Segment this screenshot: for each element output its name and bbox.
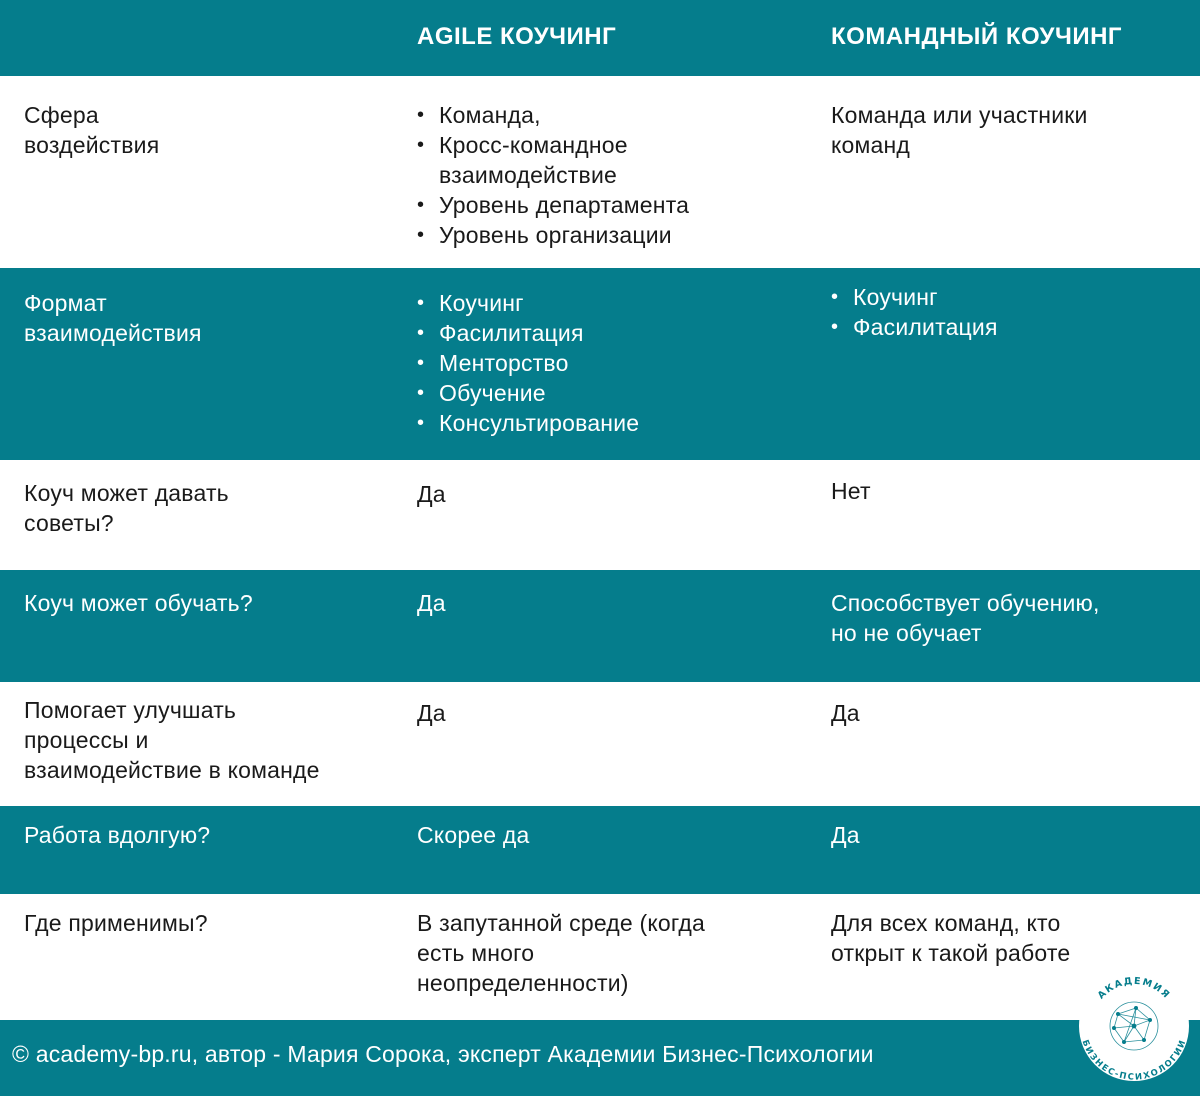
agile-value: Да bbox=[417, 481, 446, 507]
column-header-team: КОМАНДНЫЙ КОУЧИНГ bbox=[831, 23, 1123, 50]
team-value: Нет bbox=[831, 478, 871, 504]
agile-list bbox=[417, 288, 807, 438]
table-header bbox=[0, 0, 1200, 76]
table-row bbox=[0, 894, 1200, 1020]
agile-list bbox=[417, 100, 807, 250]
row-label: Помогает улучшать процессы и взаимодействие в команде bbox=[24, 697, 320, 783]
logo-bottom-text: БИЗНЕС-ПСИХОЛОГИИ bbox=[1079, 1038, 1189, 1082]
footer-credit: © academy-bp.ru, автор - Мария Сорока, эксперт Академии Бизнес-Психологии bbox=[12, 1041, 874, 1067]
list-item: • Обучение bbox=[417, 380, 546, 406]
row-label: Коуч может давать советы? bbox=[24, 480, 229, 536]
table-row bbox=[0, 460, 1200, 570]
list-item: • Фасилитация bbox=[417, 320, 584, 346]
list-item: • Кросс-командное взаимодействие bbox=[417, 132, 628, 188]
team-value: Способствует обучению, но не обучает bbox=[831, 590, 1100, 646]
list-item: • Менторство bbox=[417, 350, 569, 376]
logo-top-text: АКАДЕМИЯ bbox=[1095, 975, 1173, 1002]
agile-value: В запутанной среде (когда есть много неопределенности) bbox=[417, 910, 706, 996]
agile-value: Да bbox=[417, 700, 446, 726]
list-item: • Уровень департамента bbox=[417, 192, 690, 218]
agile-value: Скорее да bbox=[417, 822, 530, 848]
agile-value: Да bbox=[417, 590, 446, 616]
row-label: Работа вдолгую? bbox=[24, 822, 211, 848]
academy-logo bbox=[1078, 970, 1190, 1082]
column-header-agile: AGILE КОУЧИНГ bbox=[417, 23, 617, 50]
team-value: Для всех команд, кто открыт к такой работе bbox=[831, 910, 1071, 966]
row-label: Коуч может обучать? bbox=[24, 590, 253, 616]
team-value: Команда или участники команд bbox=[831, 102, 1088, 158]
team-value: Да bbox=[831, 700, 860, 726]
row-label: Где применимы? bbox=[24, 910, 208, 936]
table-row bbox=[0, 682, 1200, 806]
list-item: • Коучинг bbox=[831, 284, 938, 310]
table-row bbox=[0, 570, 1200, 682]
table-row bbox=[0, 76, 1200, 268]
team-list bbox=[831, 282, 1191, 342]
table-row bbox=[0, 268, 1200, 460]
list-item: • Фасилитация bbox=[831, 314, 998, 340]
list-item: • Консультирование bbox=[417, 410, 640, 436]
footer-bar bbox=[0, 1020, 1200, 1096]
row-label: Сфера воздействия bbox=[24, 102, 160, 158]
list-item: • Коучинг bbox=[417, 290, 524, 316]
list-item: • Команда, bbox=[417, 102, 541, 128]
list-item: • Уровень организации bbox=[417, 222, 672, 248]
row-label: Формат взаимодействия bbox=[24, 290, 202, 346]
team-value: Да bbox=[831, 822, 860, 848]
table-row bbox=[0, 806, 1200, 894]
